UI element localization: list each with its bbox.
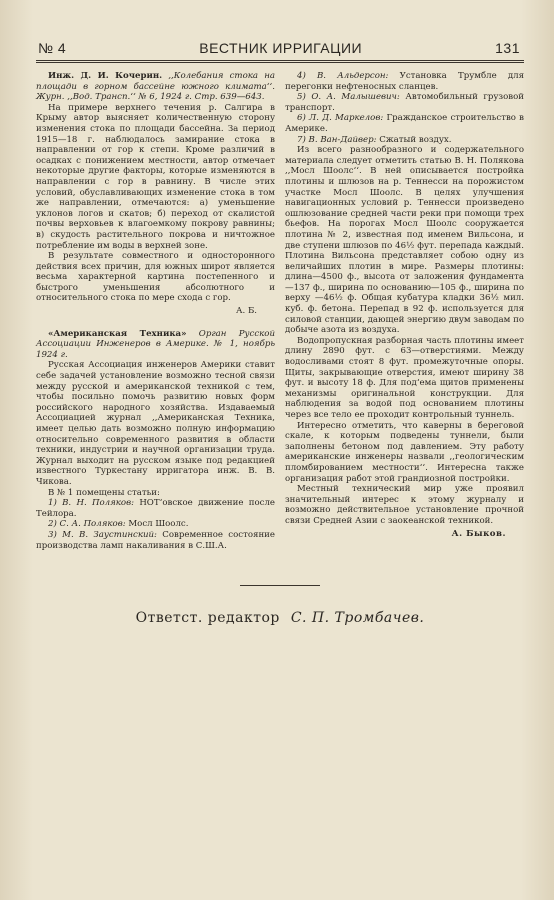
article-list-item: [285, 92, 524, 113]
journal-title: ВЕСТНИК ИРРИГАЦИИ: [199, 40, 363, 56]
review-2-heading: [36, 329, 275, 361]
review-1-citation: ,,Колебания стока на площади в горном бассейне южного климата‘‘. Журн. ,,Вод. Трансп.‘‘ № 6, 1924 г. Стр. 639—643.: [36, 71, 275, 103]
text-columns: [36, 71, 524, 551]
review-2-paragraph-5: Интересно отметить, что каверны в береговой скале, к которым подведены туннели, были заполнены бетоном под давлением. Эту работу американские инженеры назвали ,,геологическим пломбированием местности‘‘. Интересна также организация работ этой грандиозной постройки.: [285, 420, 524, 484]
article-list-item: [285, 135, 524, 146]
article-title: Установка Трумбле для перегонки нефтеносных сланцев.: [285, 71, 525, 92]
article-list-item: [36, 530, 275, 551]
spacer: [36, 317, 275, 329]
running-header: [36, 40, 524, 58]
article-author: 3) М. В. Заустинский:: [48, 529, 157, 540]
article-list-item: [36, 498, 275, 519]
page-number: 131: [495, 40, 520, 56]
article-author: 6) Л. Д. Маркелов:: [297, 113, 384, 124]
review-1-signature: А. Б.: [235, 306, 257, 317]
issue-number: № 4: [38, 40, 67, 56]
review-1-heading: [36, 71, 275, 103]
article-list-item: [36, 519, 275, 530]
review-2-paragraph-2: В № 1 помещены статьи:: [48, 487, 160, 498]
article-title: Мосл Шоолс.: [128, 519, 189, 530]
right-column: [285, 71, 524, 551]
article-author: 7) В. Ван-Дайвер:: [297, 134, 377, 145]
editor-name: С. П. Тромбачев.: [290, 610, 425, 627]
editor-credit: [36, 610, 524, 626]
review-2-paragraph-6: Местный технический мир уже проявил значительный интерес к этому журналу и возможно действительное установление прочной связи Средней Азии с заокеанской техникой.: [285, 484, 524, 526]
header-rule: [36, 60, 524, 61]
review-1-paragraph-2: В результате совместного и односторонного действия всех причин, для южных широт является весьма характерной картина постепенного и быстрого уменьшения абсолютного и относительного стока по мере схода с гор.: [36, 251, 275, 304]
editor-label: Ответст. редактор: [135, 610, 280, 627]
article-list-item: [285, 71, 524, 92]
review-2-title: «Американская Техника»: [48, 328, 187, 339]
article-title: Современное состояние производства ламп накаливания в С.Ш.А.: [36, 529, 275, 551]
article-author: 4) В. Альдерсон:: [297, 71, 389, 81]
review-2-paragraph-1: Русская Ассоциация инженеров Америки ставит себе задачей установление возможно тесной связи между русской и американской техникой с тем, чтобы посильно помочь развитию новых форм российского народного хозяйства. Издаваемый Ассоциацией журнал ,,Американская Техника, имеет целью дать возможно полную информацию относительно современного развития в области техники, индустрии и научной организации труда. Журнал выходит на русском языке под редакцией известного Туркестану ирригатора инж. В. В. Чикова.: [36, 360, 275, 487]
review-2-citation: Орган Русской Ассоциации Инженеров в Америке. № 1, ноябрь 1924 г.: [36, 328, 275, 360]
article-author: 2) С. А. Поляков:: [48, 519, 126, 530]
review-1-paragraph-1: На примере верхнего течения р. Салгира в Крыму автор выясняет количественную сторону изменения стока по площади бассейна. За период 1915—18 г. наблюдалось замирание стока в направлении от гор к степи. Кроме различий в осадках с понижением местности, автор отмечает некоторые другие факторы, которые изменяются в направлении с гор в равнину. В числе этих условий, обуславливающих изменение стока в том же направлении, отмечаются: а) уменьшение уклонов логов и скатов; б) переход от скалистой почвы верховьев к влагоемкому покрову равнины; в) скудость растительного покрова и ничтожное потребление им воды в верхней зоне.: [36, 102, 275, 251]
article-title: Автомобильный грузовой транспорт.: [285, 92, 524, 113]
left-column: [36, 71, 275, 551]
review-2-signature: А. Быков.: [451, 528, 506, 539]
header-rule-thin: [36, 62, 524, 63]
review-2-paragraph-4: Водопропускная разборная часть плотины имеет длину 2890 фут. с 63—отверстиями. Между водосливами стоят 8 фут. промежуточные опоры. Щиты, закрывающие отверстия, имеют ширину 38 фут. и высоту 18 ф. Для под‘ема щитов применены механизмы оригинальной конструкции. Для наблюдения за водой под основанием плотины через все тело ее проходит контрольный туннель.: [285, 335, 524, 420]
article-title: Гражданское строительство в Америке.: [285, 113, 525, 134]
article-title: Сжатый воздух.: [379, 134, 452, 145]
article-author: 1) В. Н. Поляков:: [48, 498, 135, 509]
review-2-paragraph-3: Из всего разнообразного и содержательного материала следует отметить статью В. Н. Полякова ,,Мосл Шоолс‘‘. В ней описывается постройка плотины и шлюзов на р. Теннесси на порожистом участке Мосл Шоолс. В целях улучшения навигационных условий р. Теннесси произведено ошлюзование средней части реки при помощи трех бьефов. На порогах Мосл Шоолс сооружается плотина № 2, известная под именем Вильсона, и две ступени шлюзов по 46½ фут. перепада каждый. Плотина Вильсона представляет собою одну из величайших плотин в мире. Размеры плотины: длина—4500 ф., высота от заложения фундамента—137 ф., ширина по основанию—105 ф., ширина по верху —46½ ф. Общая кубатура кладки 36½ мил. куб. ф. бетона. Перепад в 92 ф. используется для силовой станции, дающей энергию двум заводам по добыче азота из воздуха.: [285, 145, 524, 336]
article-author: 5) О. А. Малышевич:: [297, 92, 400, 103]
end-rule: [240, 585, 320, 586]
article-title: НОТ‘овское движение после Тейлора.: [36, 498, 276, 519]
article-list-item: [285, 113, 524, 134]
review-1-author: Инж. Д. И. Кочерин.: [48, 71, 163, 81]
